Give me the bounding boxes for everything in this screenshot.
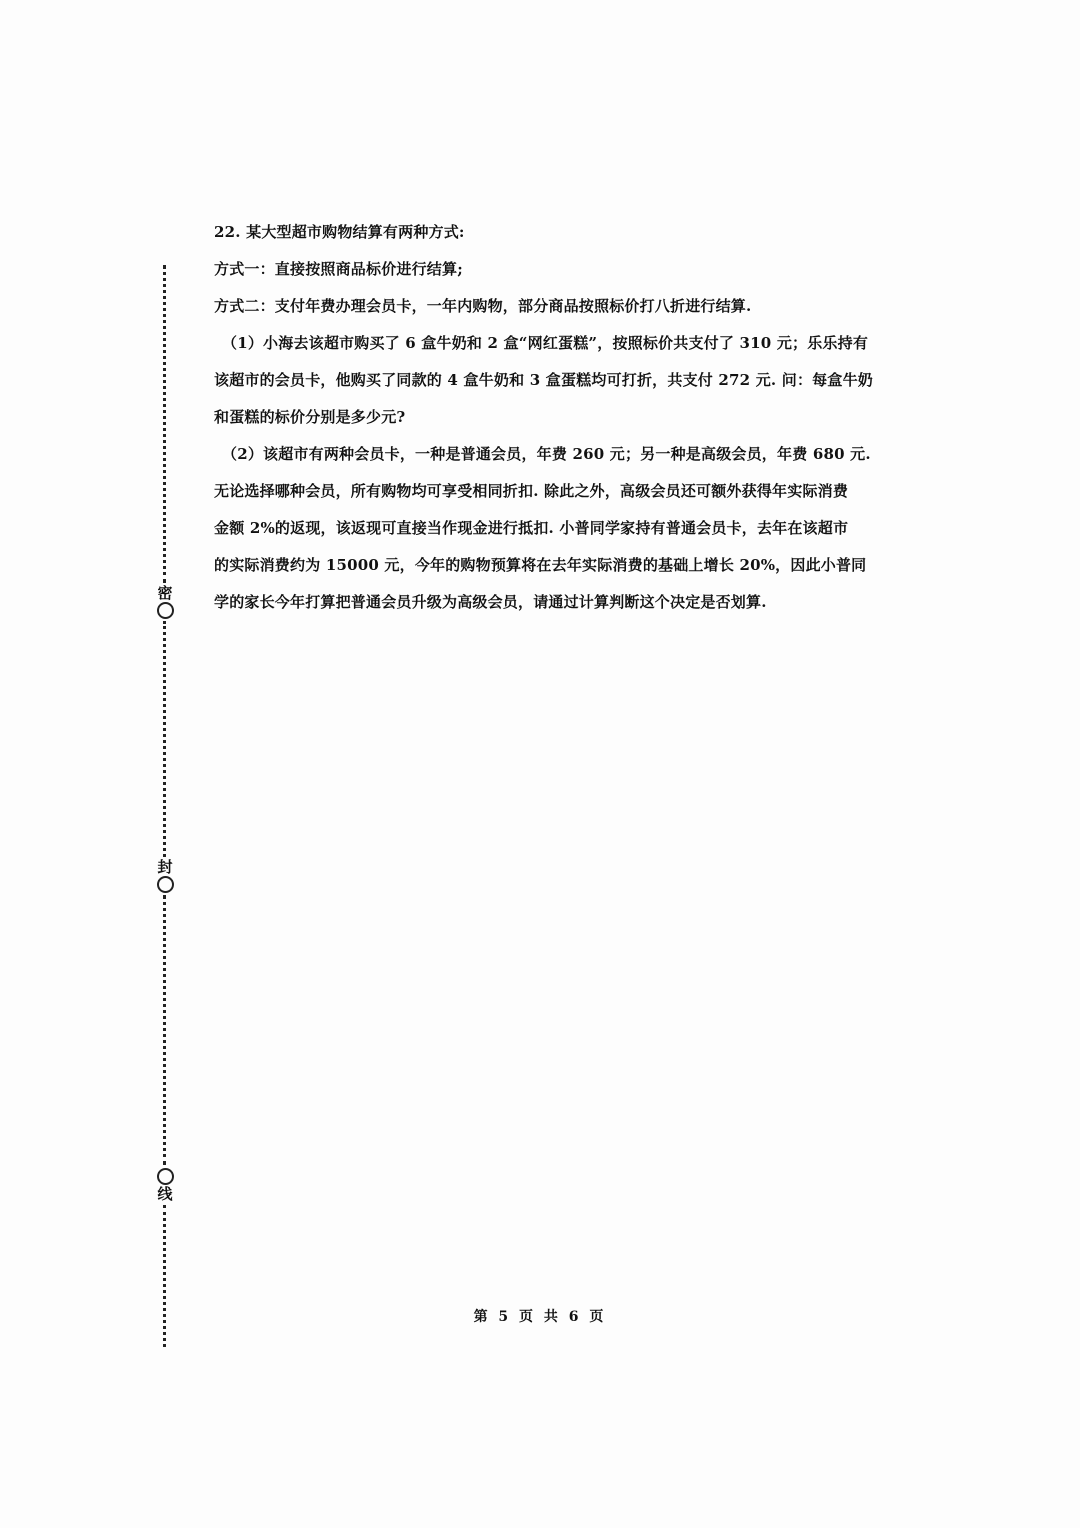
seal-mark-xian xyxy=(150,1167,180,1202)
method-two: 方式二：支付年费办理会员卡，一年内购物，部分商品按照标价打八折进行结算. xyxy=(214,297,752,315)
seal-mark-mi xyxy=(150,585,180,620)
binding-margin xyxy=(150,265,180,1350)
part2-line: 学的家长今年打算把普通会员升级为高级会员，请通过计算判断这个决定是否划算. xyxy=(214,593,767,611)
part2-line: 金额 2%的返现，该返现可直接当作现金进行抵扣. 小普同学家持有普通会员卡，去年在该超市 xyxy=(214,519,849,537)
seal-char-xian: 线 xyxy=(157,1185,173,1203)
question-title: 22. 某大型超市购物结算有两种方式: xyxy=(214,223,465,241)
method-one: 方式一：直接按照商品标价进行结算; xyxy=(214,260,463,278)
seal-mark-feng xyxy=(150,859,180,894)
seal-circle-icon xyxy=(157,876,174,893)
part2-line: 的实际消费约为 15000 元，今年的购物预算将在去年实际消费的基础上增长 20%，因此小普同 xyxy=(214,556,867,574)
part2-line: （2）该超市有两种会员卡，一种是普通会员，年费 260 元；另一种是高级会员，年费 680 元. xyxy=(222,445,871,463)
question-22 xyxy=(214,214,873,621)
seal-circle-icon xyxy=(157,1168,174,1185)
dotted-line-lower xyxy=(163,895,166,1165)
part1-line: （1）小海去该超市购买了 6 盒牛奶和 2 盒“网红蛋糕”，按照标价共支付了 310 元；乐乐持有 xyxy=(222,334,869,352)
seal-char-feng: 封 xyxy=(157,858,173,876)
page-number: 第 5 页 共 6 页 xyxy=(473,1309,607,1325)
dotted-line-top xyxy=(163,265,166,583)
part2-line: 无论选择哪种会员，所有购物均可享受相同折扣. 除此之外，高级会员还可额外获得年实际消费 xyxy=(214,482,849,500)
seal-char-mi: 密 xyxy=(157,584,173,602)
seal-circle-icon xyxy=(157,602,174,619)
dotted-line-middle xyxy=(163,621,166,857)
part1-line: 和蛋糕的标价分别是多少元? xyxy=(214,408,406,426)
part1-line: 该超市的会员卡，他购买了同款的 4 盒牛奶和 3 盒蛋糕均可打折，共支付 272 元. 问：每盒牛奶 xyxy=(214,371,873,389)
